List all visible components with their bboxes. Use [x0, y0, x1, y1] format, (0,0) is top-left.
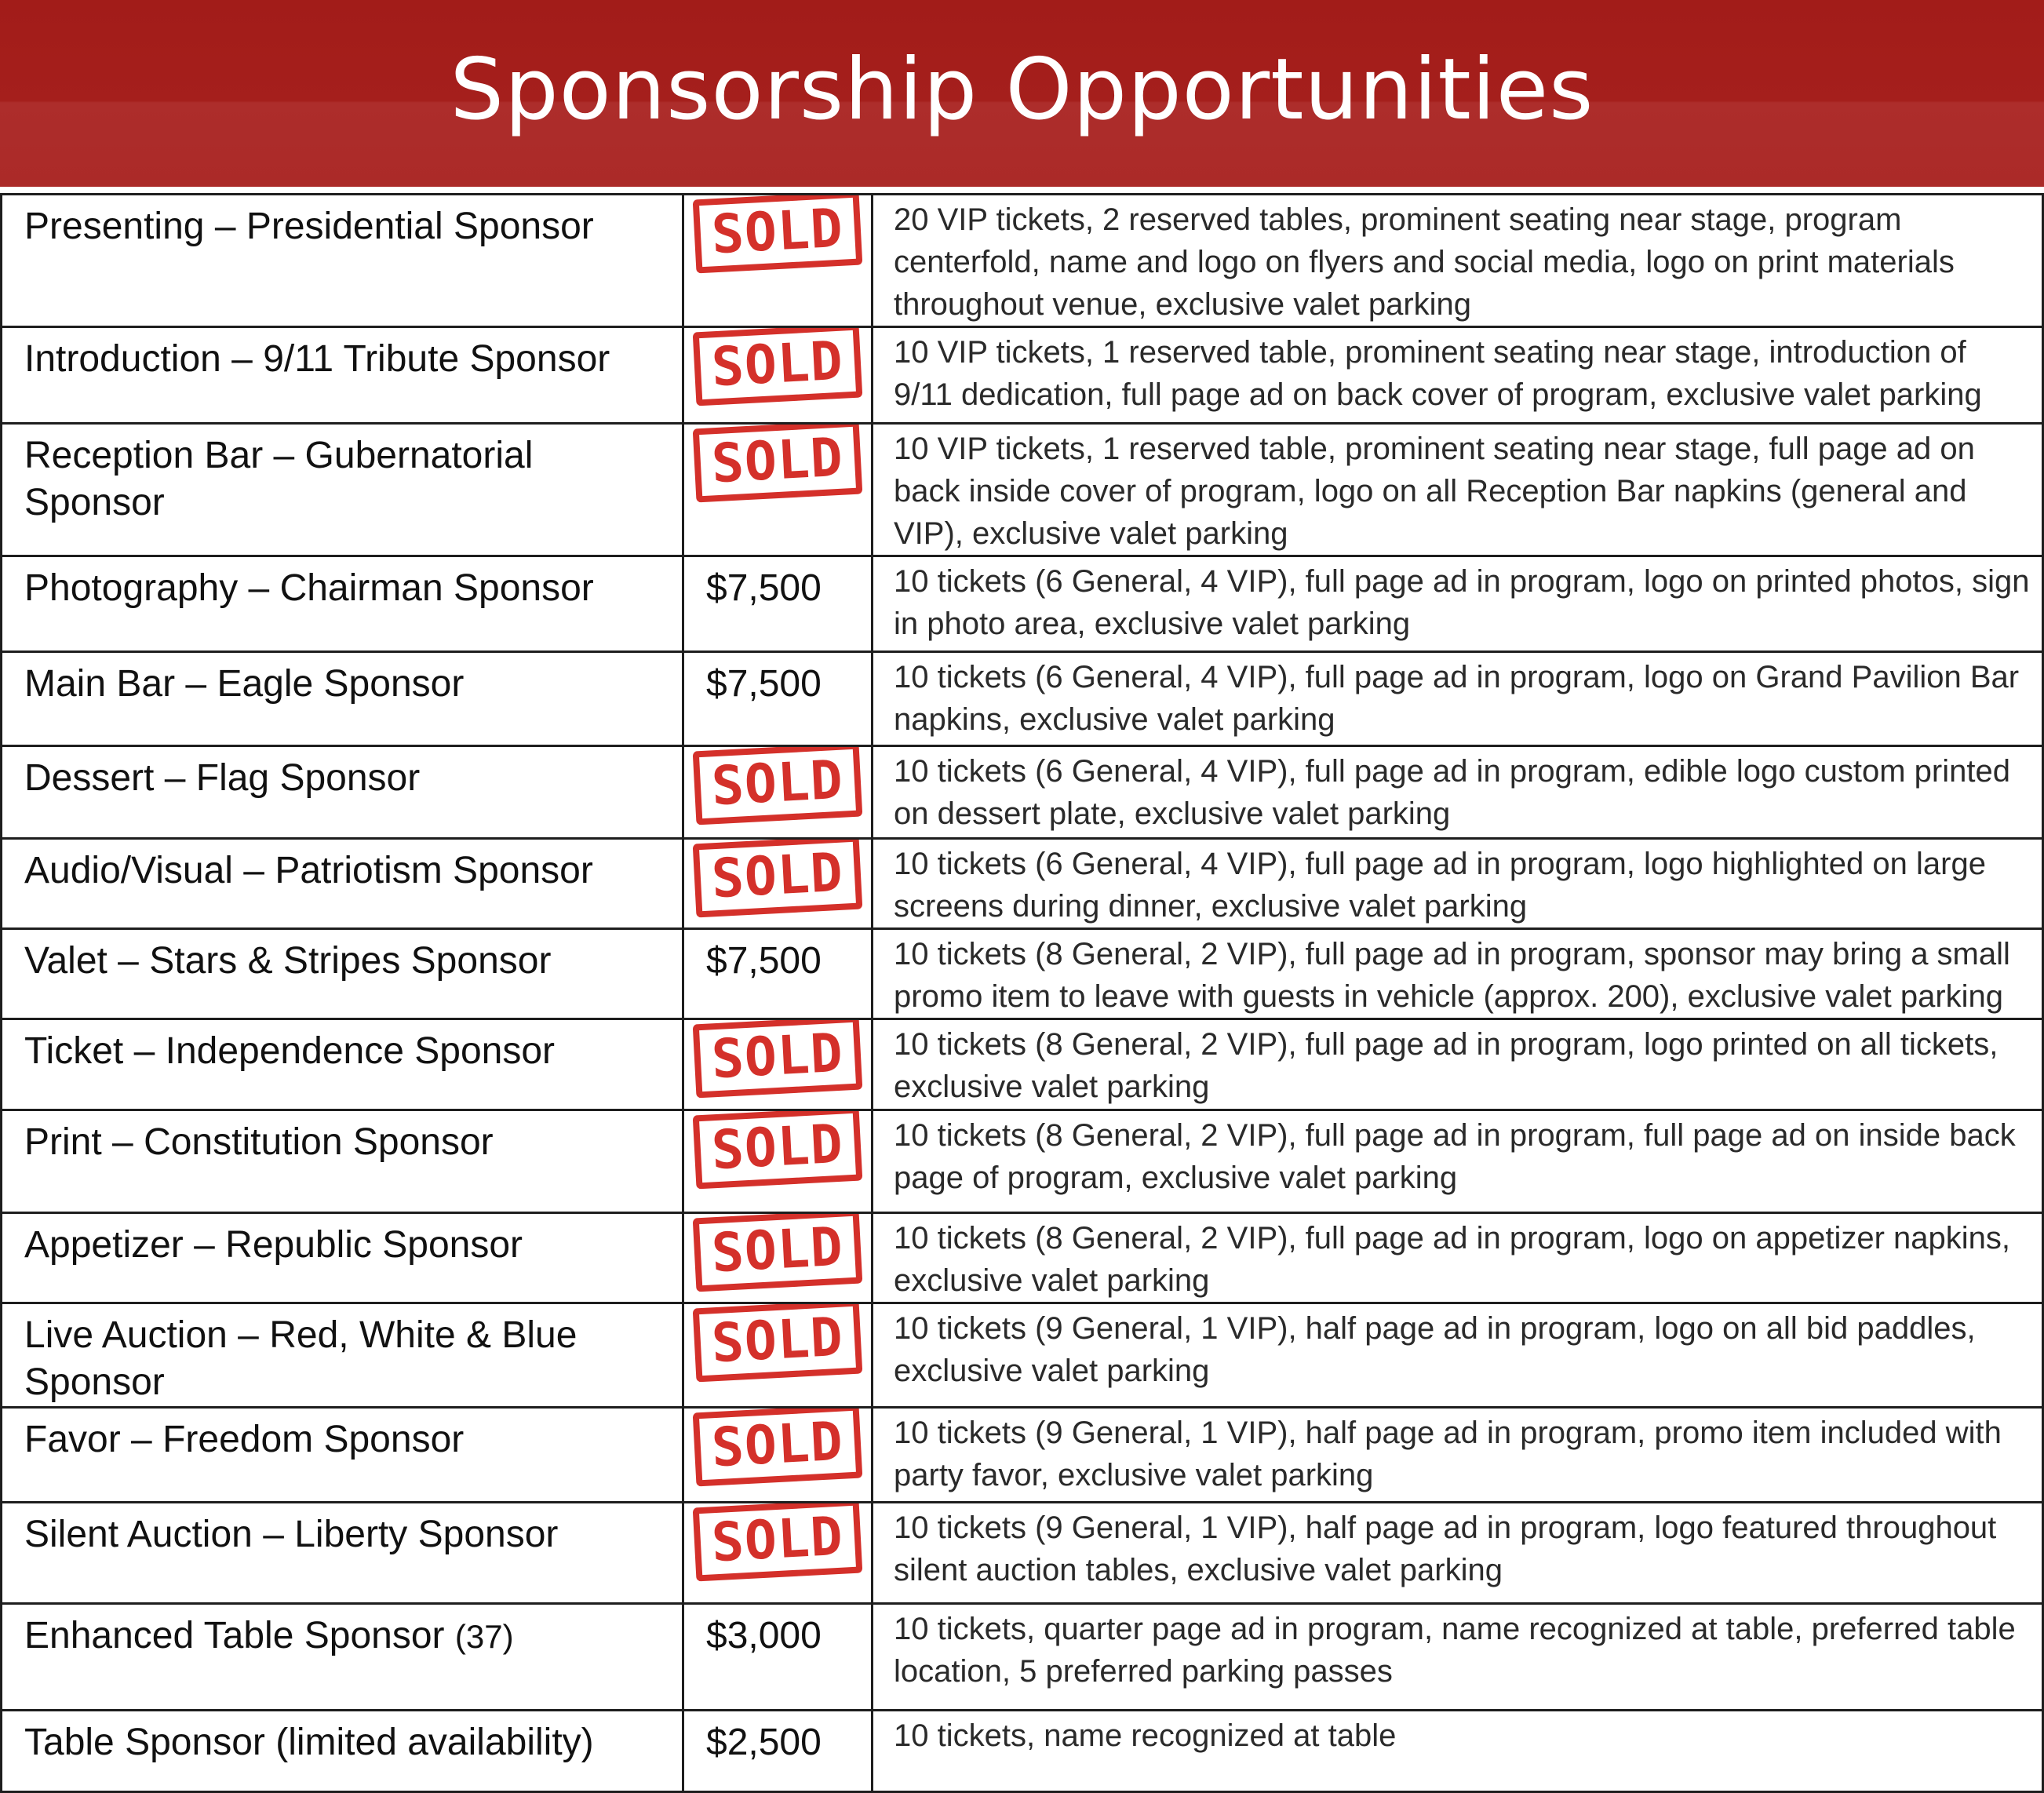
sponsor-name-cell	[2, 1503, 683, 1604]
sponsor-name	[2, 195, 682, 250]
price-cell	[683, 1604, 873, 1711]
page-title: Sponsorship Opportunities	[450, 41, 1594, 139]
sponsor-name-cell	[2, 1019, 683, 1110]
price-cell	[683, 929, 873, 1019]
table-row	[2, 839, 2043, 929]
table-row	[2, 556, 2043, 652]
sponsor-name	[2, 1020, 682, 1075]
table-row	[2, 929, 2043, 1019]
sponsor-name-cell	[2, 556, 683, 652]
benefits-cell	[873, 1019, 2043, 1110]
sponsor-name-text: Favor – Freedom Sponsor	[24, 1419, 465, 1460]
sold-stamp: SOLD	[693, 839, 862, 918]
price-value: $7,500	[706, 663, 822, 705]
table-row	[2, 1604, 2043, 1711]
price-cell	[683, 195, 873, 327]
sold-stamp: SOLD	[693, 195, 862, 274]
sponsor-name-cell	[2, 746, 683, 839]
sponsor-name	[2, 1304, 682, 1406]
sold-stamp: SOLD	[693, 1019, 862, 1099]
benefits-text: 10 tickets (6 General, 4 VIP), full page ad in program, logo highlighted on large screens during dinner, exclusive valet parking	[894, 847, 1986, 924]
table-row	[2, 1019, 2043, 1110]
table-row	[2, 424, 2043, 556]
sponsor-name-text: Introduction – 9/11 Tribute Sponsor	[24, 338, 610, 380]
benefits-text: 10 tickets, quarter page ad in program, name recognized at table, preferred table location, 5 preferred parking passes	[894, 1612, 2016, 1689]
sponsor-name	[2, 425, 682, 527]
sponsor-name	[2, 1503, 682, 1558]
sponsor-name-cell	[2, 1408, 683, 1503]
benefits-text: 10 tickets (9 General, 1 VIP), half page ad in program, logo on all bid paddles, exclusive valet parking	[894, 1311, 1976, 1388]
benefits-text: 10 tickets, name recognized at table	[894, 1718, 1397, 1753]
sponsor-name-text: Photography – Chairman Sponsor	[24, 567, 594, 609]
benefits-text: 10 tickets (6 General, 4 VIP), full page ad in program, logo on Grand Pavilion Bar napkins, exclusive valet parking	[894, 660, 2020, 737]
sold-stamp: SOLD	[693, 1213, 862, 1292]
price-value: $7,500	[706, 940, 822, 982]
benefits-cell	[873, 327, 2043, 424]
price-cell	[683, 1019, 873, 1110]
sponsor-name-cell	[2, 1110, 683, 1213]
sponsor-name	[2, 1605, 682, 1660]
price-value: $7,500	[706, 567, 822, 609]
sponsor-name-text: Ticket – Independence Sponsor	[24, 1030, 556, 1072]
price-cell	[683, 1110, 873, 1213]
benefits-text: 10 tickets (6 General, 4 VIP), full page ad in program, logo on printed photos, sign in photo area, exclusive valet parking	[894, 564, 2030, 641]
benefits-cell	[873, 1711, 2043, 1792]
price-cell	[683, 1503, 873, 1604]
benefits-cell	[873, 556, 2043, 652]
sponsor-name-text: Valet – Stars & Stripes Sponsor	[24, 940, 552, 982]
price-cell	[683, 1213, 873, 1303]
benefits-cell	[873, 1213, 2043, 1303]
sponsor-name-text: Live Auction – Red, White & Blue Sponsor	[24, 1314, 577, 1403]
benefits-cell	[873, 195, 2043, 327]
benefits-cell	[873, 1110, 2043, 1213]
price-value: $2,500	[706, 1722, 822, 1763]
benefits-cell	[873, 1408, 2043, 1503]
benefits-cell	[873, 1503, 2043, 1604]
sold-stamp: SOLD	[693, 1303, 862, 1383]
sponsor-name	[2, 653, 682, 708]
price-cell	[683, 424, 873, 556]
benefits-cell	[873, 652, 2043, 746]
sponsor-name-text: Enhanced Table Sponsor	[24, 1615, 445, 1656]
benefits-text: 20 VIP tickets, 2 reserved tables, prominent seating near stage, program centerfold, name and logo on flyers and social media, logo on print materials throughout venue, exclusive valet parking	[894, 202, 1955, 322]
sponsor-name-text: Main Bar – Eagle Sponsor	[24, 663, 465, 705]
sponsor-name-text: Appetizer – Republic Sponsor	[24, 1224, 523, 1266]
benefits-text: 10 tickets (9 General, 1 VIP), half page ad in program, logo featured throughout silent auction tables, exclusive valet parking	[894, 1511, 1997, 1587]
sponsor-name-text: Table Sponsor (limited availability)	[24, 1722, 594, 1763]
header-banner	[0, 0, 2044, 187]
sold-stamp: SOLD	[693, 746, 862, 825]
sponsor-name-text: Presenting – Presidential Sponsor	[24, 206, 594, 247]
price-cell	[683, 839, 873, 929]
price-cell	[683, 327, 873, 424]
sponsor-name-text: Reception Bar – Gubernatorial Sponsor	[24, 435, 534, 523]
sponsor-name-cell	[2, 424, 683, 556]
price-cell	[683, 652, 873, 746]
sponsor-name-cell	[2, 929, 683, 1019]
table-row	[2, 327, 2043, 424]
sponsor-name-cell	[2, 1604, 683, 1711]
sponsor-name-cell	[2, 839, 683, 929]
sponsor-name	[2, 1711, 682, 1766]
benefits-text: 10 tickets (6 General, 4 VIP), full page ad in program, edible logo custom printed on dessert plate, exclusive valet parking	[894, 754, 2010, 831]
sponsor-name-cell	[2, 195, 683, 327]
sponsor-count: (37)	[454, 1618, 514, 1655]
table-row	[2, 1303, 2043, 1408]
sold-stamp: SOLD	[693, 424, 862, 503]
benefits-cell	[873, 424, 2043, 556]
sponsor-name	[2, 557, 682, 612]
sponsor-name	[2, 1111, 682, 1166]
table-row	[2, 1503, 2043, 1604]
sold-stamp: SOLD	[693, 1503, 862, 1582]
benefits-cell	[873, 1303, 2043, 1408]
sponsor-name-text: Print – Constitution Sponsor	[24, 1121, 494, 1163]
price-cell	[683, 746, 873, 839]
sponsor-name	[2, 840, 682, 895]
table-row	[2, 652, 2043, 746]
sponsor-name	[2, 747, 682, 802]
benefits-text: 10 VIP tickets, 1 reserved table, prominent seating near stage, full page ad on back inside cover of program, logo on all Reception Bar napkins (general and VIP), exclusive valet parking	[894, 432, 1975, 551]
sponsor-name-cell	[2, 1213, 683, 1303]
sponsor-name	[2, 328, 682, 383]
benefits-text: 10 tickets (8 General, 2 VIP), full page ad in program, full page ad on inside back page of program, exclusive valet parking	[894, 1118, 2016, 1195]
benefits-text: 10 tickets (8 General, 2 VIP), full page ad in program, logo on appetizer napkins, exclusive valet parking	[894, 1221, 2011, 1298]
benefits-text: 10 tickets (8 General, 2 VIP), full page ad in program, logo printed on all tickets, exclusive valet parking	[894, 1027, 1998, 1104]
table-row	[2, 1213, 2043, 1303]
benefits-cell	[873, 839, 2043, 929]
benefits-text: 10 VIP tickets, 1 reserved table, prominent seating near stage, introduction of 9/11 dedication, full page ad on back cover of program, exclusive valet parking	[894, 335, 1982, 412]
sponsor-name	[2, 1409, 682, 1463]
price-value: $3,000	[706, 1615, 822, 1656]
price-cell	[683, 1303, 873, 1408]
table-row	[2, 1711, 2043, 1792]
sponsorship-table	[0, 193, 2044, 1793]
table-row	[2, 746, 2043, 839]
sponsor-name	[2, 930, 682, 985]
benefits-text: 10 tickets (9 General, 1 VIP), half page ad in program, promo item included with party favor, exclusive valet parking	[894, 1416, 2002, 1492]
sold-stamp: SOLD	[693, 1110, 862, 1190]
sponsor-name-cell	[2, 652, 683, 746]
sponsor-name-text: Dessert – Flag Sponsor	[24, 757, 421, 799]
sponsor-name-text: Audio/Visual – Patriotism Sponsor	[24, 850, 593, 891]
benefits-cell	[873, 929, 2043, 1019]
benefits-text: 10 tickets (8 General, 2 VIP), full page ad in program, sponsor may bring a small promo item to leave with guests in vehicle (approx. 200), exclusive valet parking	[894, 937, 2010, 1014]
table-row	[2, 1408, 2043, 1503]
sold-stamp: SOLD	[693, 327, 862, 406]
table-row	[2, 195, 2043, 327]
sponsor-name-cell	[2, 1303, 683, 1408]
price-cell	[683, 1711, 873, 1792]
sponsor-name	[2, 1214, 682, 1269]
sponsor-name-cell	[2, 1711, 683, 1792]
sponsor-name-cell	[2, 327, 683, 424]
sponsor-name-text: Silent Auction – Liberty Sponsor	[24, 1514, 559, 1555]
benefits-cell	[873, 746, 2043, 839]
table-row	[2, 1110, 2043, 1213]
benefits-cell	[873, 1604, 2043, 1711]
sold-stamp: SOLD	[693, 1408, 862, 1487]
price-cell	[683, 556, 873, 652]
price-cell	[683, 1408, 873, 1503]
